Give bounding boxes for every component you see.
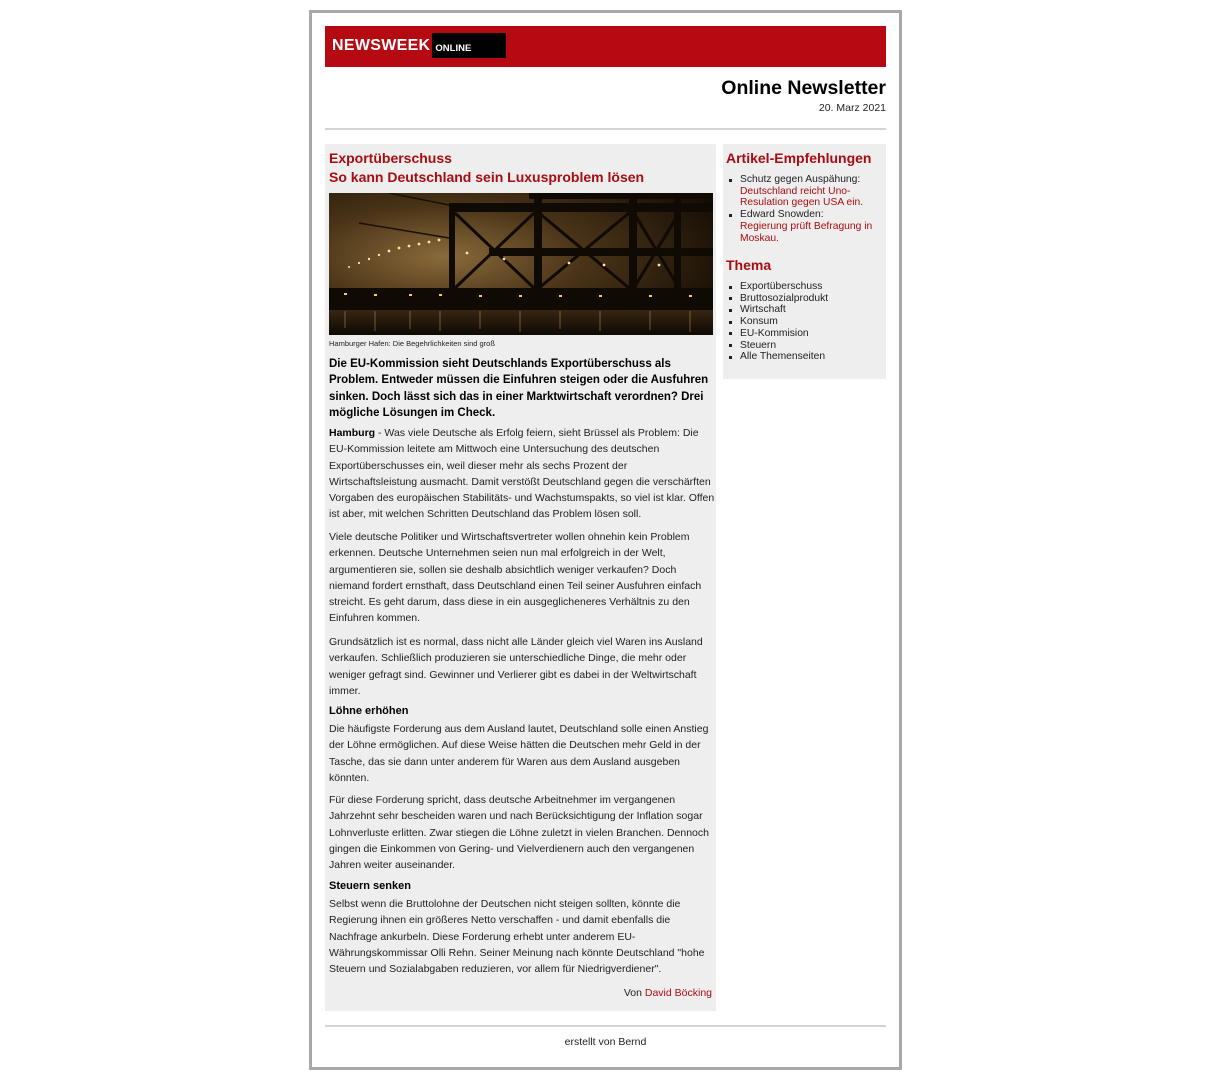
paragraph-2: Viele deutsche Politiker und Wirtschaftsvertreter wollen ohnehin kein Problem erkennen. Deutsche Unternehmen seien nun mal erfolgreich in der Welt, argumentieren sie, sollen sie deshalb absichtlich weniger verkaufen? Doch niemand fordert ernsthaft, dass Deutschland einen Teil seiner Ausfuhren einfach streicht. Es geht darum, dass diese in ein ausgeglicheneres Verhältnis zu den Einfuhren kommen. <box>329 531 702 625</box>
author-prefix: Von <box>623 987 642 999</box>
subheading-steuern: Steuern senken <box>329 880 411 892</box>
article-lead: Die EU-Kommission sieht Deutschlands Exportüberschuss als Problem. Entweder müssen die Einfuhren steigen oder die Ausfuhren sinken. Doch lässt sich das in einer Marktwirtschaft verordnen? Drei mögliche Lösungen im Check. <box>329 358 709 419</box>
topic-link[interactable]: Wirtschaft <box>727 304 828 316</box>
paragraph-1-text: - Was viele Deutsche als Erfolg feiern, sieht Brüssel als Problem: Die EU-Kommission leitete am Mittwoch eine Untersuchung des deutschen Exportüberschusses ein, weil dieser mehr als sechs Prozent der Wirtschaftsleistung ausmacht. Damit verstößt Deutschland gegen die verschärften Vorgaben des europäischen Stabilitäts- und Wachstumspakts, so viel ist klar. Offen ist aber, mit welchen Schritten Deutschland das Problem lösen soll. <box>329 427 715 521</box>
recommendations-title: Artikel-Empfehlungen <box>726 150 872 166</box>
topic-link[interactable]: Konsum <box>727 316 828 328</box>
topic-link[interactable]: Alle Themenseiten <box>727 351 828 363</box>
sidebar <box>723 144 886 379</box>
article-column <box>325 144 716 1011</box>
dateline: Hamburg <box>329 427 376 439</box>
newsletter-date: 20. Marz 2021 <box>818 102 886 114</box>
recommendation-link[interactable]: Deutschland reicht Uno-Resulation gegen USA ein. <box>740 185 864 209</box>
bottom-divider <box>325 1025 886 1027</box>
article-image <box>329 193 713 335</box>
logo-main-text: NEWSWEEK <box>332 37 431 54</box>
author-link[interactable]: David Böcking <box>644 987 712 999</box>
recommendation-label: Schutz gegen Auspähung: <box>740 174 861 185</box>
paragraph-5: Für diese Forderung spricht, dass deutsche Arbeitnehmer im vergangenen Jahrzehnt sehr bescheiden waren und nach Berücksichtigung der Inflation sogar Lohnverluste erlitten. Zwar stiegen die Löhne zuletzt in vielen Branchen. Dennoch gingen die Einkommen von Gering- und Vielverdienern auch den vergangenen Jahren weiter auseinander. <box>329 794 709 872</box>
paragraph-4: Die häufigste Forderung aus dem Ausland lautet, Deutschland solle einen Anstieg der Löhne ermöglichen. Auf diese Weise hätten die Deutschen mehr Geld in der Tasche, das sie dann unter anderem für Waren aus dem Ausland ausgeben könnten. <box>329 723 709 784</box>
paragraph-3: Grundsätzlich ist es normal, dass nicht alle Länder gleich viel Waren ins Ausland verkaufen. Schließlich produzieren sie unterschiedliche Dinge, die mehr oder weniger gefragt sind. Gewinner und Verlierer gibt es dabei in der Weltwirtschaft immer. <box>329 636 703 697</box>
subheading-loehne: Löhne erhöhen <box>329 705 409 717</box>
topic-link[interactable]: Steuern <box>727 340 828 352</box>
logo-sub-text: ONLINE <box>432 33 506 58</box>
header-banner <box>325 26 886 67</box>
newsletter-frame <box>309 10 902 1070</box>
author-line <box>624 987 712 999</box>
topic-link[interactable]: EU-Kommision <box>727 328 828 340</box>
article-headline[interactable]: So kann Deutschland sein Luxusproblem lösen <box>329 169 645 185</box>
recommendation-item <box>727 174 886 209</box>
paragraph-1 <box>329 425 715 523</box>
image-caption: Hamburger Hafen: Die Begehrlichkeiten sind groß <box>329 339 495 348</box>
topics-list <box>727 281 828 363</box>
paragraph-6: Selbst wenn die Bruttolohne der Deutschen nicht steigen sollten, könnte die Regierung ihnen ein größeres Netto verschaffen - und damit ebenfalls die Nachfrage ankurbeln. Diese Forderung erhebt unter anderem EU-Währungskommissar Olli Rehn. Seiner Meinung nach könnte Deutschland "hohe Steuern und Sozialabgaben reduzieren, vor allem für Niedrigverdiener". <box>329 898 705 976</box>
recommendation-link[interactable]: Regierung prüft Befragung in Moskau. <box>740 220 873 244</box>
topics-title: Thema <box>726 257 772 273</box>
newsweek-logo[interactable] <box>332 33 506 58</box>
topic-link[interactable]: Exportüberschuss <box>727 281 828 293</box>
article-kicker[interactable]: Exportüberschuss <box>329 150 452 166</box>
top-divider <box>325 128 886 130</box>
newsletter-title: Online Newsletter <box>721 77 886 99</box>
recommendations-list <box>727 174 886 244</box>
recommendation-label: Edward Snowden: <box>740 209 824 221</box>
topic-link[interactable]: Bruttosozialprodukt <box>727 293 828 305</box>
recommendation-item <box>727 209 886 244</box>
footer-credit: erstellt von Bernd <box>564 1036 647 1048</box>
